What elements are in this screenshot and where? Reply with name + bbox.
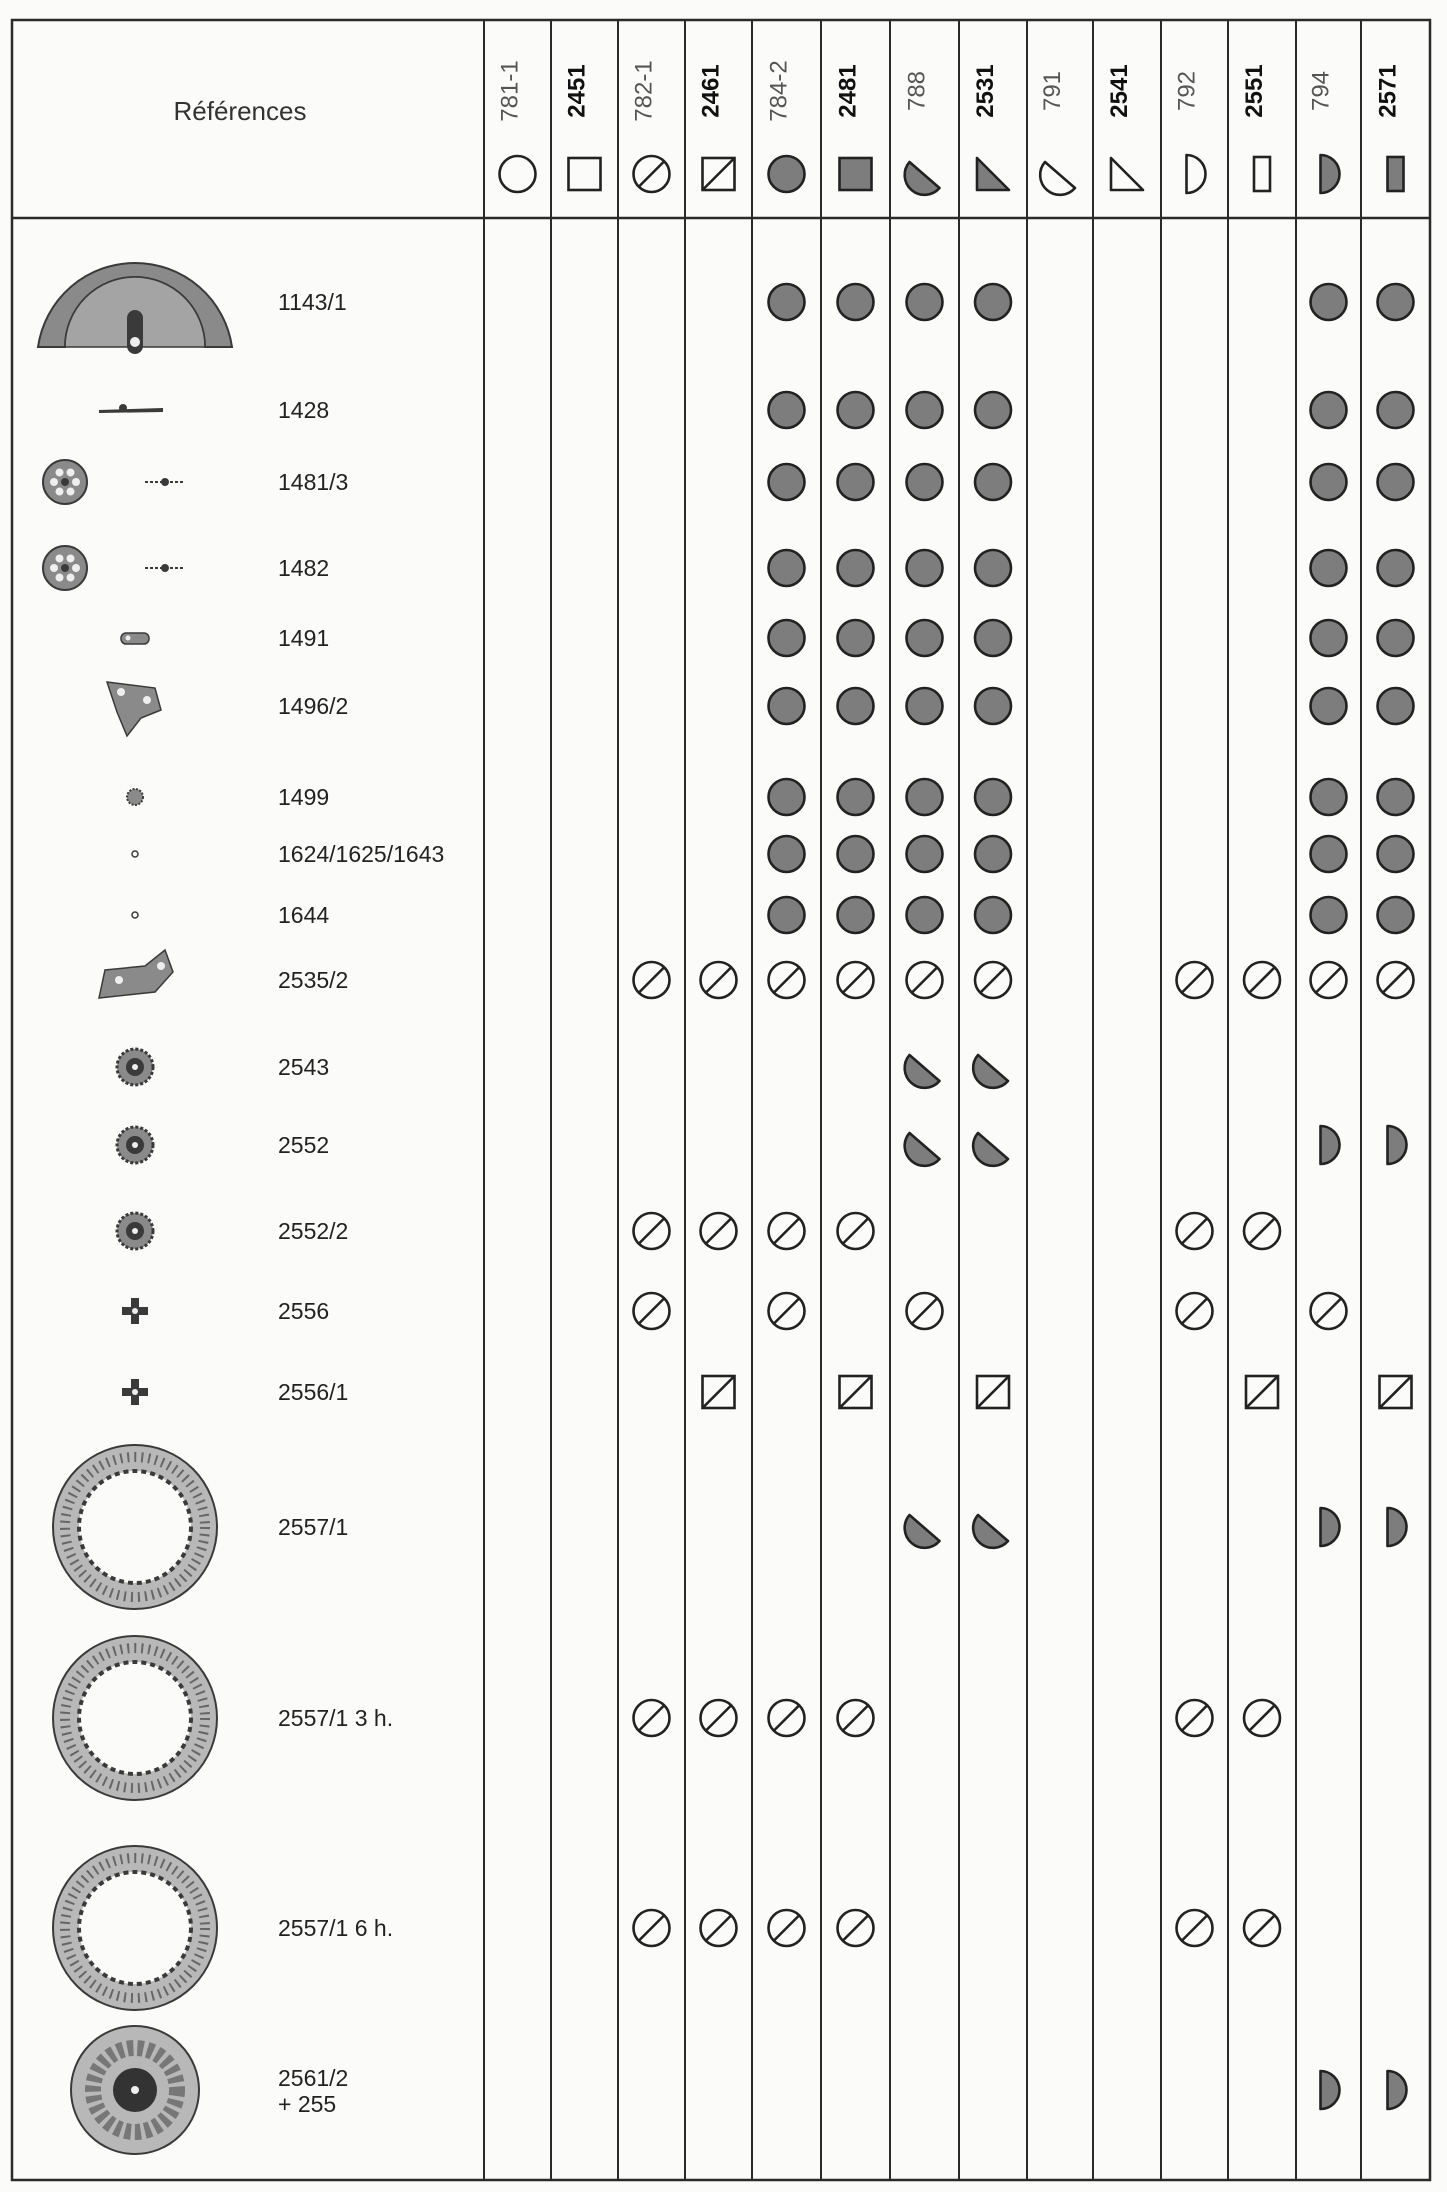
column-code: 2481: [834, 64, 862, 118]
part-reference: 2557/1 6 h.: [278, 1915, 394, 1941]
compat-mark-circle-diag-filled: [973, 1515, 1008, 1548]
compat-mark-circle-filled: [838, 284, 874, 320]
compat-mark-circle-slash: [1244, 1700, 1280, 1736]
compat-mark-circle-filled: [1311, 284, 1347, 320]
column-symbol-square-slash: [703, 158, 735, 190]
column-code: 782-1: [630, 60, 658, 122]
compat-mark-circle-filled: [1311, 620, 1347, 656]
part-reference: 2552/2: [278, 1218, 349, 1244]
column-code: 2551: [1241, 64, 1268, 118]
compat-mark-circle-filled: [1378, 464, 1414, 500]
part-reference: 2543: [278, 1054, 330, 1080]
compat-mark-circle-filled: [838, 620, 874, 656]
compat-mark-circle-filled: [838, 779, 874, 815]
compat-mark-circle-slash: [634, 1910, 670, 1946]
column-symbol-circle-filled: [769, 156, 805, 192]
compat-mark-circle-filled: [975, 620, 1011, 656]
compat-mark-half-circle-filled: [1388, 2071, 1407, 2109]
compat-mark-circle-diag-filled: [905, 1515, 940, 1548]
compat-mark-circle-slash: [1244, 962, 1280, 998]
column-symbol-half-square-filled: [1388, 157, 1404, 191]
part-reference: 2561/2: [278, 2065, 349, 2091]
compat-mark-circle-filled: [975, 779, 1011, 815]
table-body: [38, 263, 1414, 2154]
compat-mark-circle-slash: [634, 1700, 670, 1736]
compat-mark-circle-slash: [907, 1293, 943, 1329]
compat-mark-circle-slash: [838, 1213, 874, 1249]
compat-mark-circle-filled: [838, 464, 874, 500]
compat-mark-circle-filled: [1378, 620, 1414, 656]
compat-mark-circle-filled: [1378, 897, 1414, 933]
compat-mark-circle-filled: [1311, 836, 1347, 872]
compat-mark-circle-slash: [769, 962, 805, 998]
compat-mark-circle-filled: [769, 836, 805, 872]
click-icon: [121, 633, 149, 644]
compat-mark-circle-filled: [838, 688, 874, 724]
table-row: [117, 1049, 1008, 1088]
compat-mark-circle-filled: [1378, 779, 1414, 815]
lever-icon: [99, 404, 163, 413]
table-row: [71, 2026, 1407, 2154]
column-code: 791: [1039, 70, 1066, 112]
compat-mark-circle-filled: [1378, 688, 1414, 724]
compat-mark-circle-filled: [1311, 550, 1347, 586]
compat-mark-circle-filled: [769, 779, 805, 815]
compat-mark-circle-filled: [975, 284, 1011, 320]
table-header: [174, 60, 1404, 195]
compat-mark-circle-slash: [1244, 1213, 1280, 1249]
references-heading: Références: [173, 96, 307, 126]
compat-mark-circle-filled: [769, 897, 805, 933]
part-reference: 2552: [278, 1132, 330, 1158]
compat-mark-half-circle-filled: [1321, 1126, 1340, 1164]
compat-mark-circle-slash: [1244, 1910, 1280, 1946]
part-reference: 1644: [278, 902, 330, 928]
compat-mark-square-slash: [977, 1376, 1009, 1408]
compat-mark-circle-slash: [1311, 1293, 1347, 1329]
compat-mark-circle-slash: [769, 1700, 805, 1736]
table-row: [121, 620, 1414, 656]
compat-mark-circle-diag-filled: [973, 1133, 1008, 1166]
column-symbol-half-square-open: [1254, 157, 1270, 191]
column-code: 794: [1307, 70, 1335, 112]
column-symbol-circle-open: [500, 156, 536, 192]
part-reference: 2556: [278, 1298, 330, 1324]
compat-mark-circle-filled: [1311, 392, 1347, 428]
compat-mark-circle-filled: [907, 779, 943, 815]
table-row: [122, 1293, 1347, 1329]
column-symbol-square-open: [569, 158, 601, 190]
compat-mark-circle-slash: [1311, 962, 1347, 998]
compat-mark-circle-filled: [907, 836, 943, 872]
column-code: 2461: [697, 64, 725, 118]
column-symbol-half-circle-open: [1187, 155, 1206, 193]
compat-mark-circle-filled: [838, 550, 874, 586]
compat-mark-half-circle-filled: [1388, 1508, 1407, 1546]
compat-mark-circle-slash: [838, 962, 874, 998]
compat-mark-circle-slash: [907, 962, 943, 998]
day-disc-icon: [71, 2026, 199, 2154]
compat-mark-circle-diag-filled: [905, 1055, 940, 1088]
compat-mark-circle-filled: [975, 392, 1011, 428]
part-reference: 2556/1: [278, 1379, 349, 1405]
table-row: [53, 1636, 1280, 1800]
compat-mark-circle-filled: [769, 620, 805, 656]
table-row: [43, 460, 1414, 504]
compat-mark-circle-filled: [769, 688, 805, 724]
column-headers: [497, 60, 1404, 195]
compat-mark-circle-filled: [1378, 836, 1414, 872]
compat-mark-circle-slash: [1177, 1213, 1213, 1249]
column-symbol-square-diag-open: [1111, 158, 1143, 190]
compat-mark-circle-filled: [975, 688, 1011, 724]
compat-mark-circle-slash: [769, 1213, 805, 1249]
column-code: 792: [1173, 70, 1201, 112]
compat-mark-circle-slash: [769, 1910, 805, 1946]
compat-mark-circle-filled: [769, 464, 805, 500]
gear-icon: [117, 1049, 153, 1085]
table-row: [99, 392, 1414, 428]
table-row: [132, 836, 1414, 872]
compat-mark-circle-slash: [1378, 962, 1414, 998]
part-reference: 1499: [278, 784, 330, 810]
compat-mark-circle-diag-filled: [905, 1133, 940, 1166]
compat-mark-circle-slash: [838, 1910, 874, 1946]
column-symbol-circle-diag-open: [1040, 162, 1075, 195]
date-disc-icon: [53, 1636, 217, 1800]
table-row: [132, 897, 1414, 933]
date-disc-icon: [53, 1846, 217, 2010]
jewel-icon: [132, 912, 138, 918]
part-reference: 1491: [278, 625, 330, 651]
compat-mark-circle-filled: [975, 550, 1011, 586]
table-row: [107, 682, 1414, 736]
compat-mark-circle-diag-filled: [973, 1055, 1008, 1088]
compat-mark-square-slash: [703, 1376, 735, 1408]
table-row: [53, 1846, 1280, 2010]
compat-mark-circle-filled: [907, 897, 943, 933]
compat-mark-circle-filled: [907, 550, 943, 586]
part-reference: 1624/1625/1643: [278, 841, 445, 867]
compat-mark-circle-slash: [1177, 1910, 1213, 1946]
compat-mark-circle-filled: [1311, 779, 1347, 815]
column-symbol-square-diag-filled: [977, 158, 1009, 190]
column-code: 2531: [972, 64, 999, 118]
part-reference: 1428: [278, 397, 330, 423]
date-disc-icon: [53, 1445, 217, 1609]
compat-mark-circle-filled: [907, 392, 943, 428]
gear-icon: [117, 1127, 153, 1163]
column-code: 788: [903, 70, 931, 112]
column-symbol-circle-slash: [634, 156, 670, 192]
compat-mark-circle-filled: [769, 392, 805, 428]
column-code: 2541: [1106, 64, 1133, 118]
compat-mark-square-slash: [840, 1376, 872, 1408]
table-row: [43, 546, 1414, 590]
compat-mark-circle-slash: [838, 1700, 874, 1736]
compat-mark-half-circle-filled: [1321, 2071, 1340, 2109]
star-wheel-icon: [122, 1298, 148, 1324]
part-reference: 1482: [278, 555, 330, 581]
compat-mark-square-slash: [1380, 1376, 1412, 1408]
table-row: [53, 1445, 1407, 1609]
reverser-wheel-icon: [43, 546, 185, 590]
compat-mark-circle-slash: [701, 962, 737, 998]
date-bridge-icon: [99, 950, 173, 998]
compat-mark-circle-filled: [907, 688, 943, 724]
table-row: [117, 1213, 1280, 1249]
compat-mark-circle-slash: [1177, 1293, 1213, 1329]
rotor-icon: [38, 263, 232, 354]
compat-mark-circle-slash: [634, 1293, 670, 1329]
gear-icon: [117, 1213, 153, 1249]
compat-mark-circle-slash: [634, 1213, 670, 1249]
column-code: 781-1: [496, 60, 524, 122]
reverser-wheel-icon: [43, 460, 185, 504]
part-reference: 2557/1: [278, 1514, 349, 1540]
table-row: [99, 950, 1414, 998]
compat-mark-circle-filled: [975, 464, 1011, 500]
table-row: [127, 779, 1414, 815]
table-row: [38, 263, 1414, 354]
column-code: 784-2: [765, 60, 793, 122]
small-wheel-icon: [127, 789, 143, 805]
star-wheel-icon: [122, 1379, 148, 1405]
compat-mark-circle-filled: [1311, 897, 1347, 933]
compat-mark-circle-slash: [1177, 1700, 1213, 1736]
compat-mark-circle-slash: [1177, 962, 1213, 998]
compat-mark-circle-slash: [769, 1293, 805, 1329]
part-reference: 1496/2: [278, 693, 349, 719]
compat-mark-circle-slash: [701, 1910, 737, 1946]
compat-mark-circle-filled: [1378, 284, 1414, 320]
compat-mark-circle-slash: [701, 1700, 737, 1736]
column-code: 2571: [1374, 64, 1402, 118]
compat-mark-circle-filled: [975, 836, 1011, 872]
bridge-icon: [107, 682, 161, 736]
compat-mark-circle-filled: [975, 897, 1011, 933]
part-reference: 2535/2: [278, 967, 349, 993]
compat-mark-half-circle-filled: [1321, 1508, 1340, 1546]
jewel-icon: [132, 851, 138, 857]
compat-mark-circle-slash: [701, 1213, 737, 1249]
compat-mark-circle-slash: [975, 962, 1011, 998]
compat-mark-circle-filled: [1378, 392, 1414, 428]
compat-mark-circle-filled: [1378, 550, 1414, 586]
part-reference: 1481/3: [278, 469, 349, 495]
part-reference-suffix: + 255: [278, 2091, 337, 2117]
column-symbol-circle-diag-filled: [905, 162, 940, 195]
compat-mark-circle-filled: [838, 392, 874, 428]
compat-mark-half-circle-filled: [1388, 1126, 1407, 1164]
compat-mark-circle-filled: [838, 897, 874, 933]
compat-mark-circle-filled: [1311, 688, 1347, 724]
table-row: [122, 1376, 1412, 1408]
compat-mark-square-slash: [1246, 1376, 1278, 1408]
column-symbol-half-circle-filled: [1321, 155, 1340, 193]
compat-mark-circle-filled: [838, 836, 874, 872]
column-code: 2451: [563, 64, 591, 118]
part-reference: 2557/1 3 h.: [278, 1705, 394, 1731]
compat-mark-circle-filled: [769, 284, 805, 320]
compat-mark-circle-slash: [634, 962, 670, 998]
compat-mark-circle-filled: [1311, 464, 1347, 500]
compat-mark-circle-filled: [907, 464, 943, 500]
part-reference: 1143/1: [278, 289, 347, 315]
compat-mark-circle-filled: [907, 284, 943, 320]
compat-mark-circle-filled: [769, 550, 805, 586]
table-row: [117, 1126, 1407, 1166]
compat-mark-circle-filled: [907, 620, 943, 656]
column-symbol-square-filled: [840, 158, 872, 190]
